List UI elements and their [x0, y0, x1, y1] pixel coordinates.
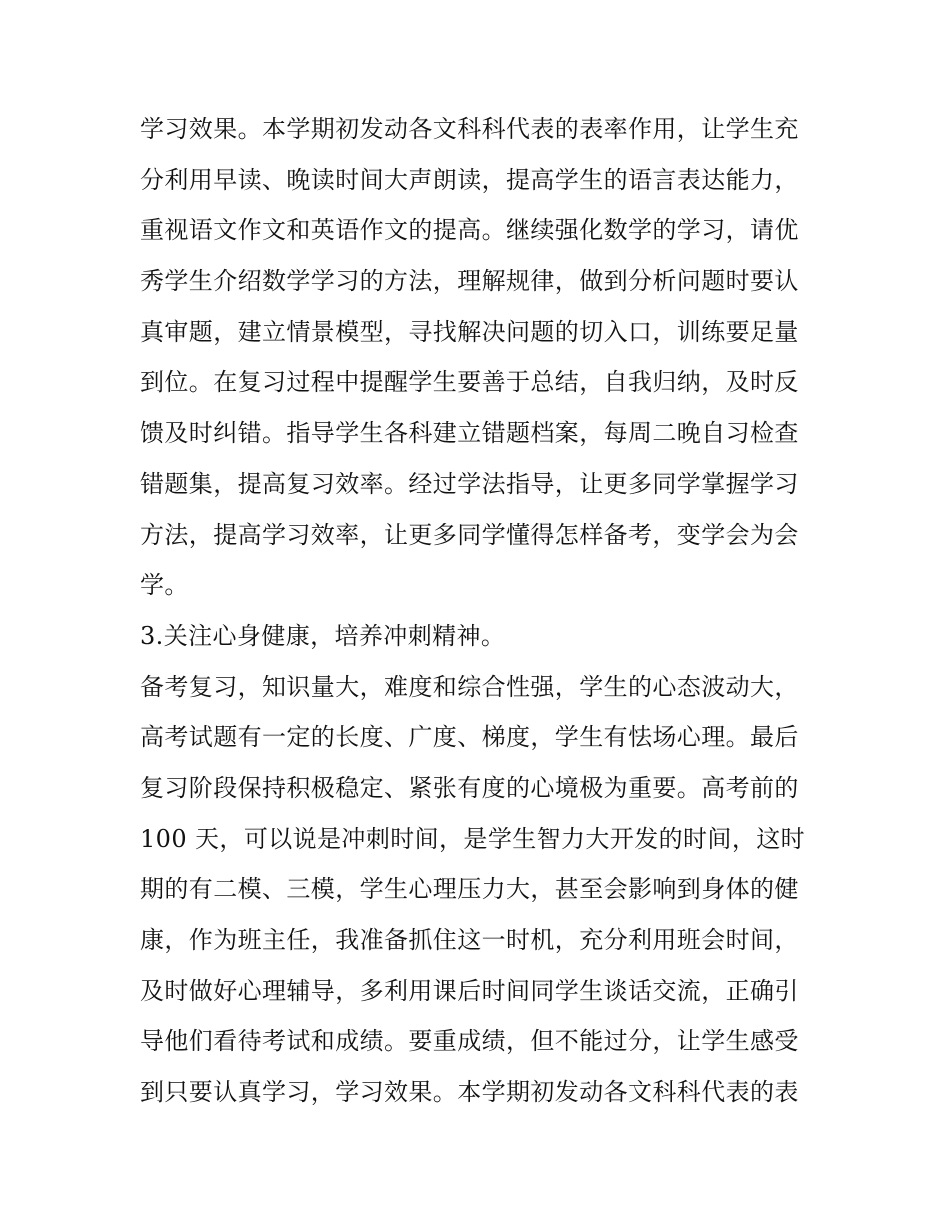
text-line-20: 到只要认真学习，学习效果。本学期初发动各文科科代表的表 [140, 1078, 799, 1107]
text-line-3: 重视语文作文和英语作文的提高。继续强化数学的学习，请优 [140, 216, 799, 245]
text-line-6: 到位。在复习过程中提醒学生要善于总结，自我归纳，及时反 [140, 368, 799, 397]
text-line-1: 学习效果。本学期初发动各文科科代表的表率作用，让学生充 [140, 115, 799, 143]
text-line-18: 及时做好心理辅导，多利用课后时间同学生谈话交流，正确引 [140, 976, 799, 1005]
text-line-4: 秀学生介绍数学学习的方法，理解规律，做到分析问题时要认 [140, 267, 799, 296]
text-line-13: 高考试题有一定的长度、广度、梯度，学生有怯场心理。最后 [140, 723, 799, 752]
text-line-19: 导他们看待考试和成绩。要重成绩，但不能过分，让学生感受 [140, 1027, 799, 1056]
text-line-9: 方法，提高学习效率，让更多同学懂得怎样备考，变学会为会 [140, 520, 799, 549]
text-line-5: 真审题，建立情景模型，寻找解决问题的切入口，训练要足量 [140, 317, 799, 346]
text-line-8: 错题集，提高复习效率。经过学法指导，让更多同学掌握学习 [140, 469, 799, 498]
text-line-10: 学。 [140, 571, 189, 600]
text-line-16: 期的有二模、三模，学生心理压力大，甚至会影响到身体的健 [140, 875, 799, 904]
text-line-12: 备考复习，知识量大，难度和综合性强，学生的心态波动大， [140, 672, 799, 701]
text-line-15: 100 天，可以说是冲刺时间，是学生智力大开发的时间，这时 [140, 824, 806, 853]
text-line-17: 康，作为班主任，我准备抓住这一时机，充分利用班会时间， [140, 926, 799, 954]
section-heading: 3.关注心身健康，培养冲刺精神。 [140, 621, 506, 650]
body-text [140, 104, 820, 1118]
text-line-7: 馈及时纠错。指导学生各科建立错题档案，每周二晚自习检查 [140, 419, 799, 448]
text-line-14: 复习阶段保持积极稳定、紧张有度的心境极为重要。高考前的 [140, 773, 799, 802]
text-line-2: 分利用早读、晚读时间大声朗读，提高学生的语言表达能力， [140, 165, 799, 194]
